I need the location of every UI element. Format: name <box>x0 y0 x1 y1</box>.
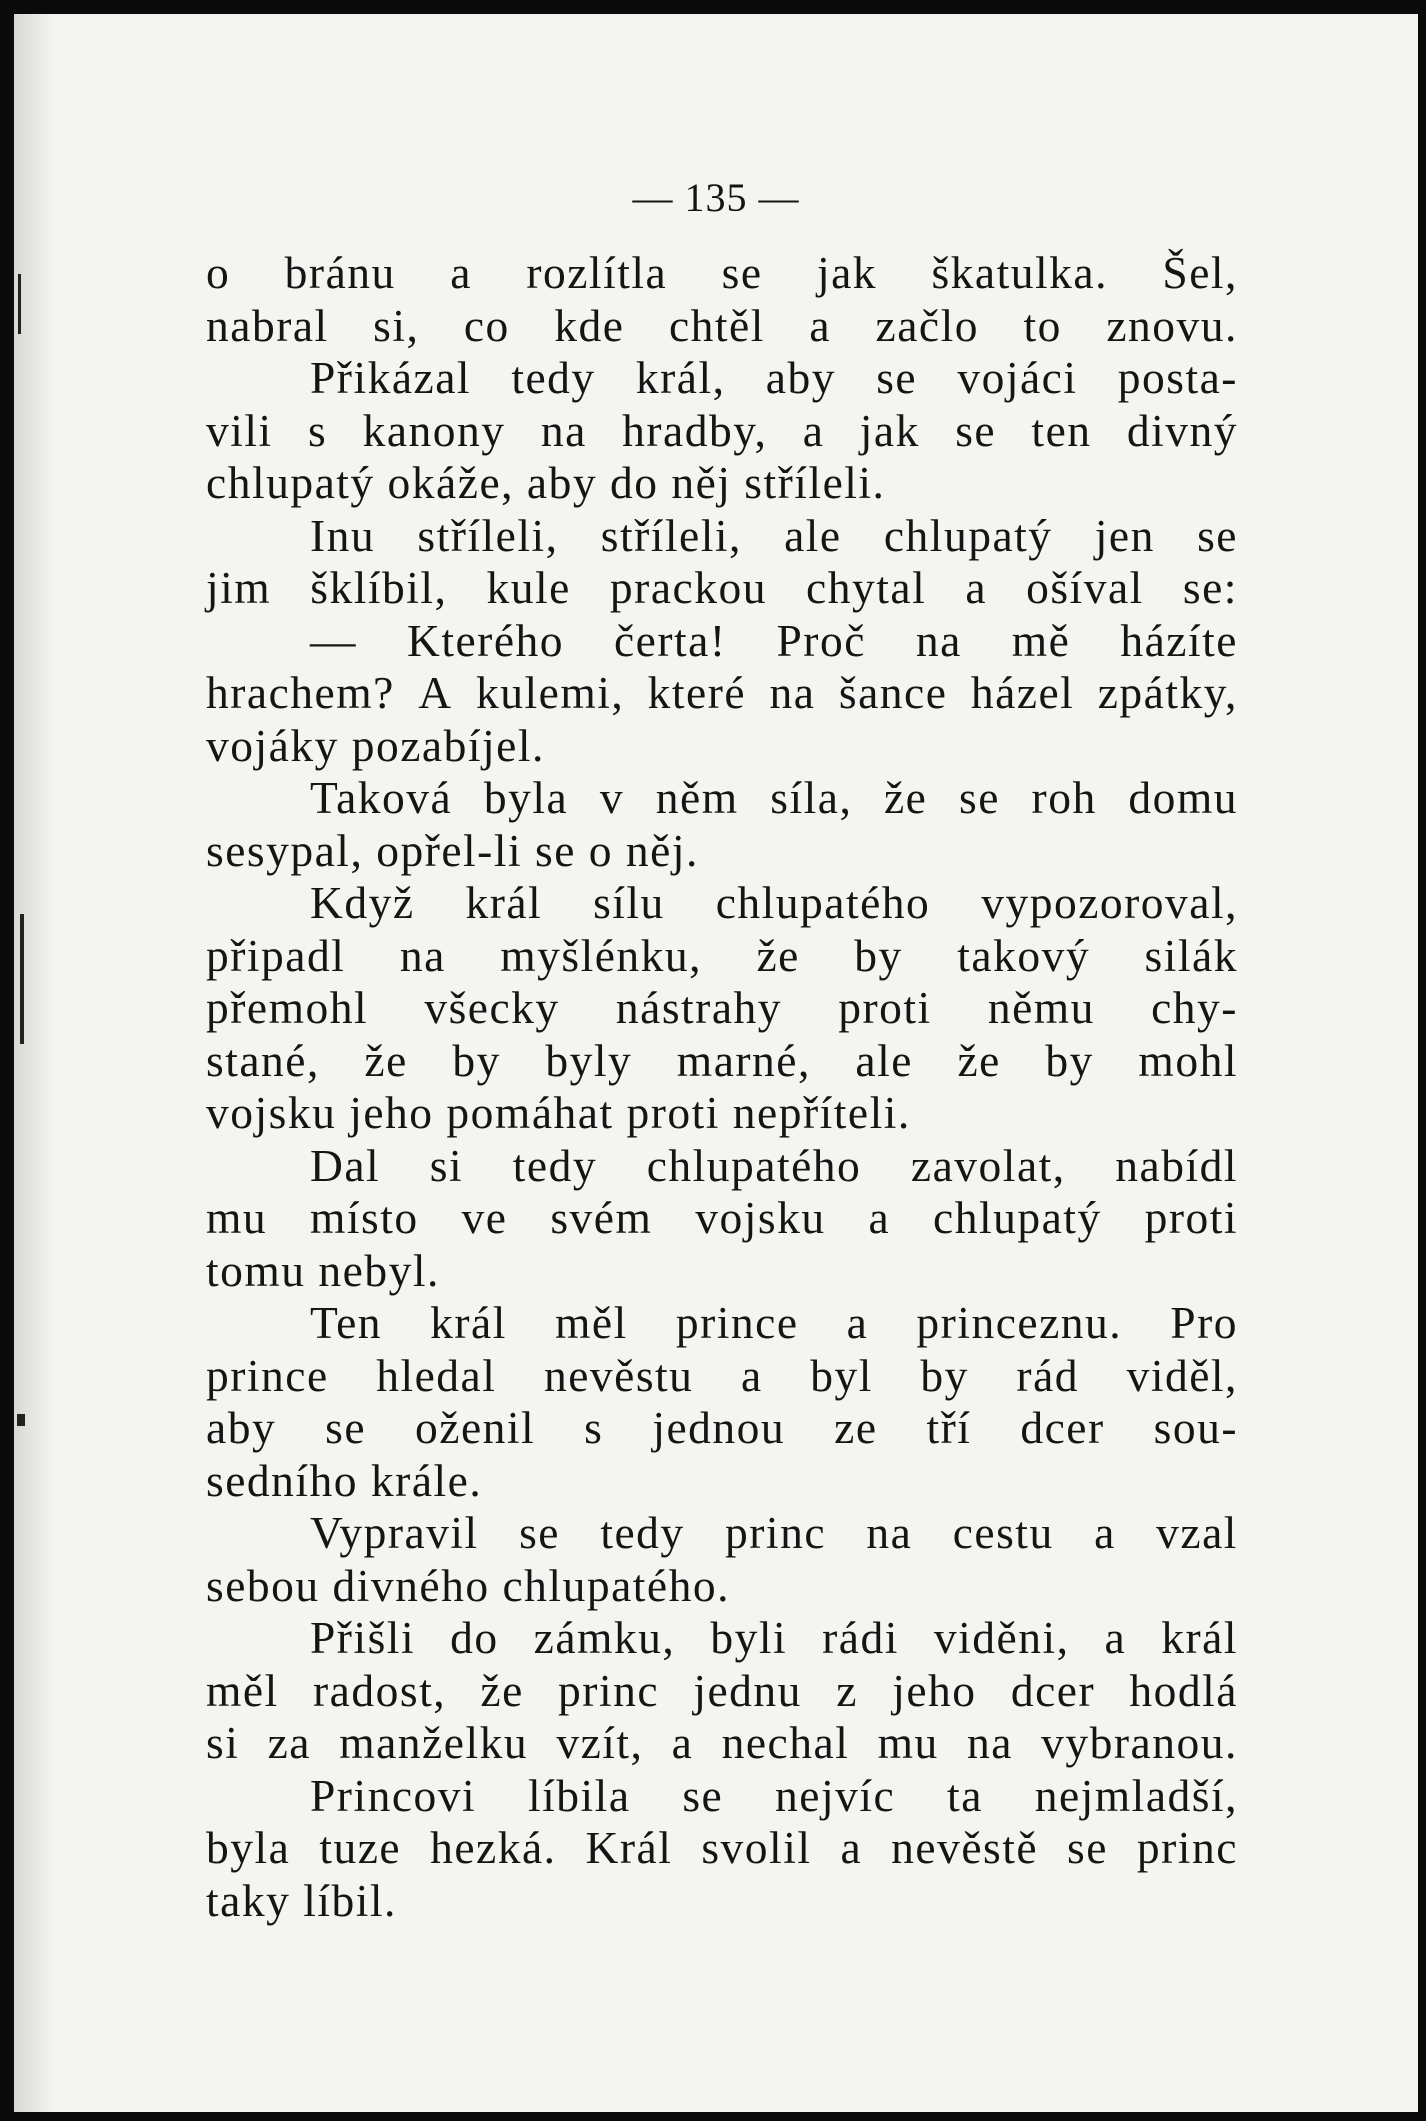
text-line: Přišli do zámku, byli rádi viděni, a král <box>310 1612 1238 1663</box>
text-line: stané, že by byly marné, ale že by mohl <box>206 1034 1238 1086</box>
text-line: Inu stříleli, stříleli, ale chlupatý jen se <box>310 509 1238 561</box>
text-line: sebou divného chlupatého. <box>206 1559 730 1611</box>
binding-mark <box>17 1414 25 1426</box>
binding-mark <box>18 274 21 334</box>
text-line: měl radost, že princ jednu z jeho dcer hodlá <box>206 1664 1238 1716</box>
text-line: taky líbil. <box>206 1874 397 1926</box>
body-text <box>206 247 1238 1927</box>
text-line: připadl na myšlénku, že by takový silák <box>206 929 1238 981</box>
text-line: přemohl všecky nástrahy proti němu chy- <box>206 982 1238 1033</box>
text-line: si za manželku vzít, a nechal mu na vybranou. <box>206 1717 1238 1768</box>
text-line: chlupatý okáže, aby do něj stříleli. <box>206 457 886 508</box>
text-line: nabral si, co kde chtěl a začlo to znovu. <box>206 299 1238 351</box>
text-line: Když král sílu chlupatého vypozoroval, <box>310 877 1238 928</box>
text-line: sesypal, opřel-li se o něj. <box>206 824 699 876</box>
text-line: byla tuze hezká. Král svolil a nevěstě se princ <box>206 1822 1238 1873</box>
text-line: Princovi líbila se nejvíc ta nejmladší, <box>310 1769 1238 1821</box>
text-line: hrachem? A kulemi, které na šance házel zpátky, <box>206 667 1238 718</box>
text-line: prince hledal nevěstu a byl by rád viděl, <box>206 1349 1238 1401</box>
text-line: jim šklíbil, kule prackou chytal a ošíval se: <box>206 562 1238 613</box>
binding-mark <box>20 914 24 1044</box>
book-page <box>14 14 1418 2112</box>
text-line: mu místo ve svém vojsku a chlupatý proti <box>206 1192 1238 1243</box>
text-line: vili s kanony na hradby, a jak se ten divný <box>206 404 1238 456</box>
text-line: — Kterého čerta! Proč na mě házíte <box>310 614 1238 666</box>
text-line: sedního krále. <box>206 1454 483 1506</box>
text-line: tomu nebyl. <box>206 1244 440 1296</box>
page-number: — 135 — <box>632 175 800 220</box>
text-line: aby se oženil s jednou ze tří dcer sou- <box>206 1402 1238 1453</box>
text-line: vojsku jeho pomáhat proti nepříteli. <box>206 1087 911 1138</box>
text-line: Taková byla v něm síla, že se roh domu <box>310 772 1238 823</box>
text-line: vojáky pozabíjel. <box>206 719 545 771</box>
text-line: o bránu a rozlítla se jak škatulka. Šel, <box>206 247 1238 298</box>
text-line: Vypravil se tedy princ na cestu a vzal <box>310 1507 1238 1558</box>
text-line: Přikázal tedy král, aby se vojáci posta- <box>310 352 1238 403</box>
text-line: Ten král měl prince a princeznu. Pro <box>310 1297 1238 1348</box>
text-line: Dal si tedy chlupatého zavolat, nabídl <box>310 1139 1238 1191</box>
